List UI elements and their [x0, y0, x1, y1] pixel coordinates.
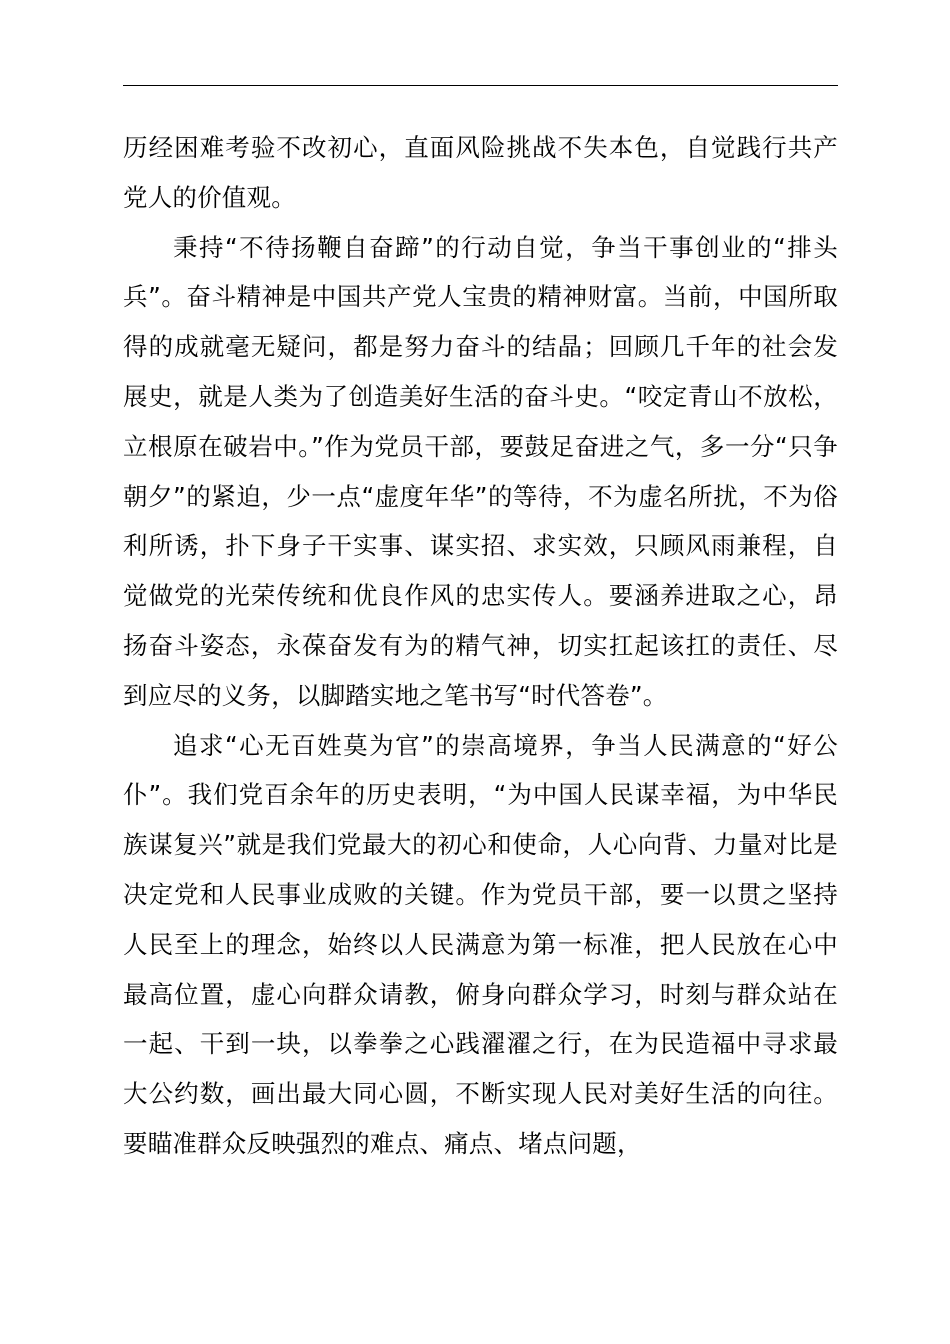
- paragraph-struggle-spirit: 秉持“不待扬鞭自奋蹄”的行动自觉，争当干事创业的“排头兵”。奋斗精神是中国共产党人宝贵的精神财富。当前，中国所取得的成就毫无疑问，都是努力奋斗的结晶；回顾几千年的社会发展史，就是人类为了创造美好生活的奋斗史。“咬定青山不放松，立根原在破岩中。”作为党员干部，要鼓足奋进之气，多一分“只争朝夕”的紧迫，少一点“虚度年华”的等待，不为虚名所扰，不为俗利所诱，扑下身子干实事、谋实招、求实效，只顾风雨兼程，自觉做党的光荣传统和优良作风的忠实传人。要涵养进取之心，昂扬奋斗姿态，永葆奋发有为的精气神，切实扛起该扛的责任、尽到应尽的义务，以脚踏实地之笔书写“时代答卷”。: [123, 232, 838, 710]
- document-body: [123, 123, 838, 1169]
- paragraph-continuation: 历经困难考验不改初心，直面风险挑战不失本色，自觉践行共产党人的价值观。: [123, 133, 838, 212]
- paragraph-serve-people: 追求“心无百姓莫为官”的崇高境界，争当人民满意的“好公仆”。我们党百余年的历史表明，“为中国人民谋幸福，为中华民族谋复兴”就是我们党最大的初心和使命，人心向背、力量对比是决定党和人民事业成败的关键。作为党员干部，要一以贯之坚持人民至上的理念，始终以人民满意为第一标准，把人民放在心中最高位置，虚心向群众请教，俯身向群众学习，时刻与群众站在一起、干到一块，以拳拳之心践濯濯之行，在为民造福中寻求最大公约数，画出最大同心圆，不断实现人民对美好生活的向往。要瞄准群众反映强烈的难点、痛点、堵点问题，: [123, 730, 838, 1158]
- header-rule: [123, 85, 838, 86]
